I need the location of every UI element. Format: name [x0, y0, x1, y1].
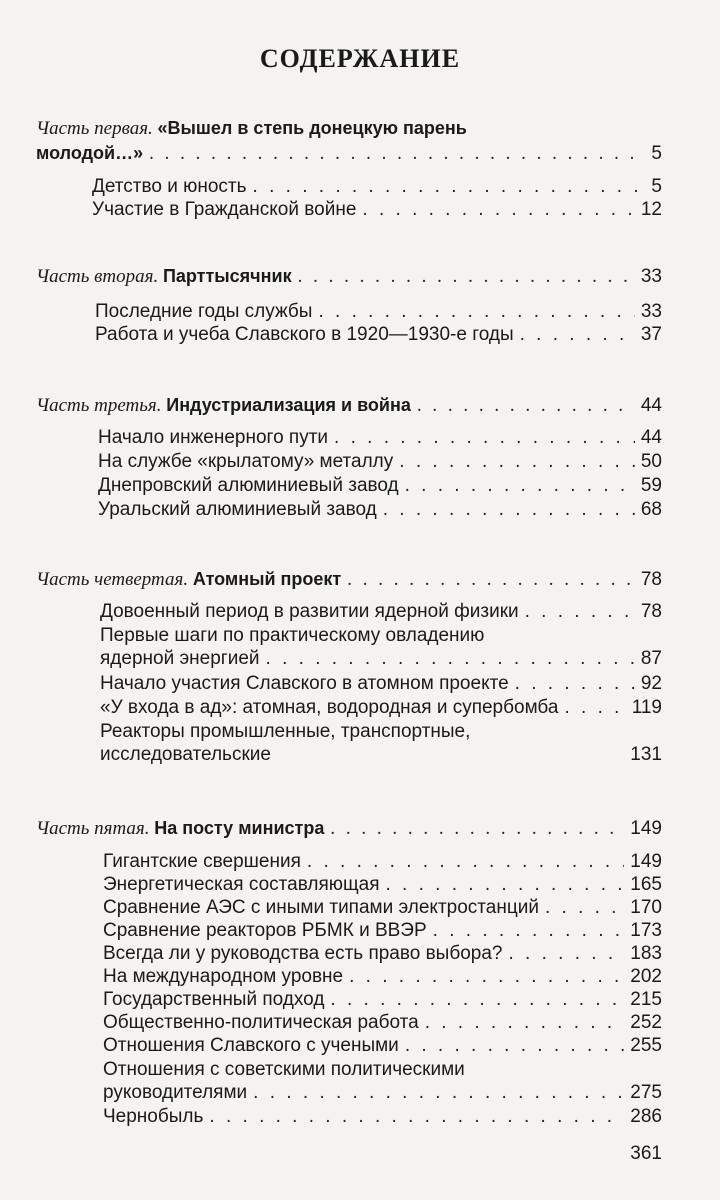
toc-entry	[103, 919, 662, 942]
page-number: 44	[640, 427, 662, 448]
dot-leader	[515, 672, 635, 695]
toc-entry	[100, 720, 662, 766]
page-number: 50	[640, 451, 662, 472]
dot-leader	[349, 965, 624, 988]
page-number: 255	[630, 1035, 662, 1056]
part-3-heading	[36, 393, 662, 418]
entry-title-cont: исследовательские	[100, 744, 271, 765]
entry-title: Чернобыль	[103, 1106, 204, 1127]
entry-title: Детство и юность	[92, 176, 247, 197]
page-number: 78	[640, 569, 662, 590]
page-folio-number: 361	[630, 1143, 662, 1164]
toc-entry	[103, 1034, 662, 1057]
entry-title: Гигантские свершения	[103, 851, 301, 872]
dot-leader	[307, 850, 624, 873]
dot-leader	[405, 474, 635, 497]
toc-entry	[103, 942, 662, 965]
page-number: 119	[631, 697, 662, 718]
part-title: Парттысячник	[162, 266, 292, 286]
page-number: 59	[640, 475, 662, 496]
entry-title: Уральский алюминиевый завод	[98, 499, 377, 520]
page-number: 252	[630, 1012, 662, 1033]
entry-title: Энергетическая составляющая	[103, 874, 380, 895]
dot-leader	[362, 198, 634, 221]
page-number: 68	[640, 499, 662, 520]
dot-leader	[405, 1034, 624, 1057]
entry-title: Довоенный период в развитии ядерной физики	[100, 601, 519, 622]
dot-leader	[253, 175, 646, 198]
toc-entry	[103, 1105, 662, 1128]
page-number: 149	[630, 818, 662, 839]
part-title: На посту министра	[154, 818, 325, 838]
dot-leader	[385, 873, 624, 896]
page-number: 173	[630, 920, 662, 941]
entry-title: Сравнение реакторов РБМК и ВВЭР	[103, 920, 427, 941]
page-number: 44	[640, 395, 662, 416]
dot-leader	[520, 323, 635, 346]
toc-entry	[98, 450, 662, 473]
dot-leader	[330, 816, 624, 841]
toc-entry	[103, 965, 662, 988]
page-number: 131	[630, 744, 662, 765]
part-label: Часть пятая.	[36, 818, 150, 839]
page-number: 92	[640, 673, 662, 694]
dot-leader	[509, 942, 625, 965]
entry-title: Начало инженерного пути	[98, 427, 329, 448]
dot-leader	[334, 426, 635, 449]
entry-title: Последние годы службы	[95, 301, 313, 322]
page-number: 286	[630, 1106, 662, 1127]
dot-leader	[209, 1105, 624, 1128]
entry-title: Работа и учеба Славского в 1920—1930-е годы	[95, 324, 514, 345]
entry-title: Отношения Славского с учеными	[103, 1035, 399, 1056]
toc-entry	[100, 600, 662, 623]
entry-title: Реакторы промышленные, транспортные,	[100, 721, 471, 742]
part-title-cont: молодой…»	[36, 143, 144, 163]
entry-title: На международном уровне	[103, 966, 344, 987]
page-number: 87	[640, 648, 662, 669]
page-number: 183	[630, 943, 662, 964]
toc-entry	[103, 850, 662, 873]
dot-leader	[383, 498, 635, 521]
entry-title: Всегда ли у руководства есть право выбора?	[103, 943, 503, 964]
toc-entry	[100, 672, 662, 695]
toc-entry	[103, 1058, 662, 1104]
toc-entry	[92, 198, 662, 221]
part-2-heading	[36, 264, 662, 289]
toc-entry	[95, 300, 662, 323]
page-number: 33	[640, 301, 662, 322]
toc-entry	[95, 323, 662, 346]
part-label: Часть четвертая.	[36, 569, 189, 590]
dot-leader	[149, 141, 645, 166]
toc-entry	[103, 988, 662, 1011]
page-number: 33	[640, 266, 662, 287]
toc-entry	[92, 175, 662, 198]
toc-entry	[103, 873, 662, 896]
dot-leader	[253, 1081, 624, 1104]
part-label: Часть третья.	[36, 395, 162, 416]
entry-title: Отношения с советскими политическими	[103, 1059, 465, 1080]
dot-leader	[266, 647, 635, 670]
dot-leader	[433, 919, 625, 942]
part-1-heading	[36, 116, 662, 166]
part-title: «Вышел в степь донецкую парень	[157, 118, 467, 138]
part-5-heading	[36, 816, 662, 841]
page-number: 202	[630, 966, 662, 987]
entry-title-cont: руководителями	[103, 1082, 248, 1103]
entry-title: Начало участия Славского в атомном проекте	[100, 673, 509, 694]
dot-leader	[525, 600, 635, 623]
page-number: 5	[651, 143, 662, 164]
page-number: 149	[630, 851, 662, 872]
dot-leader	[298, 264, 635, 289]
entry-title: Государственный подход	[103, 989, 325, 1010]
toc-entry	[103, 1011, 662, 1034]
dot-leader	[564, 696, 625, 719]
toc-entry	[100, 624, 662, 670]
part-label: Часть первая.	[36, 118, 153, 139]
dot-leader	[330, 988, 624, 1011]
page-number: 12	[640, 199, 662, 220]
dot-leader	[425, 1011, 625, 1034]
entry-title: «У входа в ад»: атомная, водородная и супербомба	[100, 697, 559, 718]
entry-title: Днепровский алюминиевый завод	[98, 475, 399, 496]
page-number: 165	[630, 874, 662, 895]
entry-title-cont: ядерной энергией	[100, 648, 260, 669]
page-number: 37	[640, 324, 662, 345]
dot-leader	[545, 896, 624, 919]
entry-title: Участие в Гражданской войне	[92, 199, 357, 220]
page-number: 215	[630, 989, 662, 1010]
entry-title: Общественно-политическая работа	[103, 1012, 419, 1033]
dot-leader	[318, 300, 634, 323]
dot-leader	[347, 567, 635, 592]
entry-title: На службе «крылатому» металлу	[98, 451, 394, 472]
toc-entry	[98, 426, 662, 449]
part-title: Индустриализация и война	[166, 395, 411, 415]
toc-entry	[98, 474, 662, 497]
toc-entry	[98, 498, 662, 521]
part-4-heading	[36, 567, 662, 592]
page-number: 275	[630, 1082, 662, 1103]
part-label: Часть вторая.	[36, 266, 159, 287]
part-title: Атомный проект	[192, 569, 342, 589]
toc-entry	[100, 696, 662, 719]
page-title: СОДЕРЖАНИЕ	[259, 44, 461, 73]
dot-leader	[399, 450, 635, 473]
entry-title: Первые шаги по практическому овладению	[100, 625, 485, 646]
page-number: 170	[630, 897, 662, 918]
entry-title: Сравнение АЭС с иными типами электростанций	[103, 897, 539, 918]
toc-entry	[103, 896, 662, 919]
page-number: 78	[640, 601, 662, 622]
page-number: 5	[651, 176, 662, 197]
dot-leader	[417, 393, 635, 418]
